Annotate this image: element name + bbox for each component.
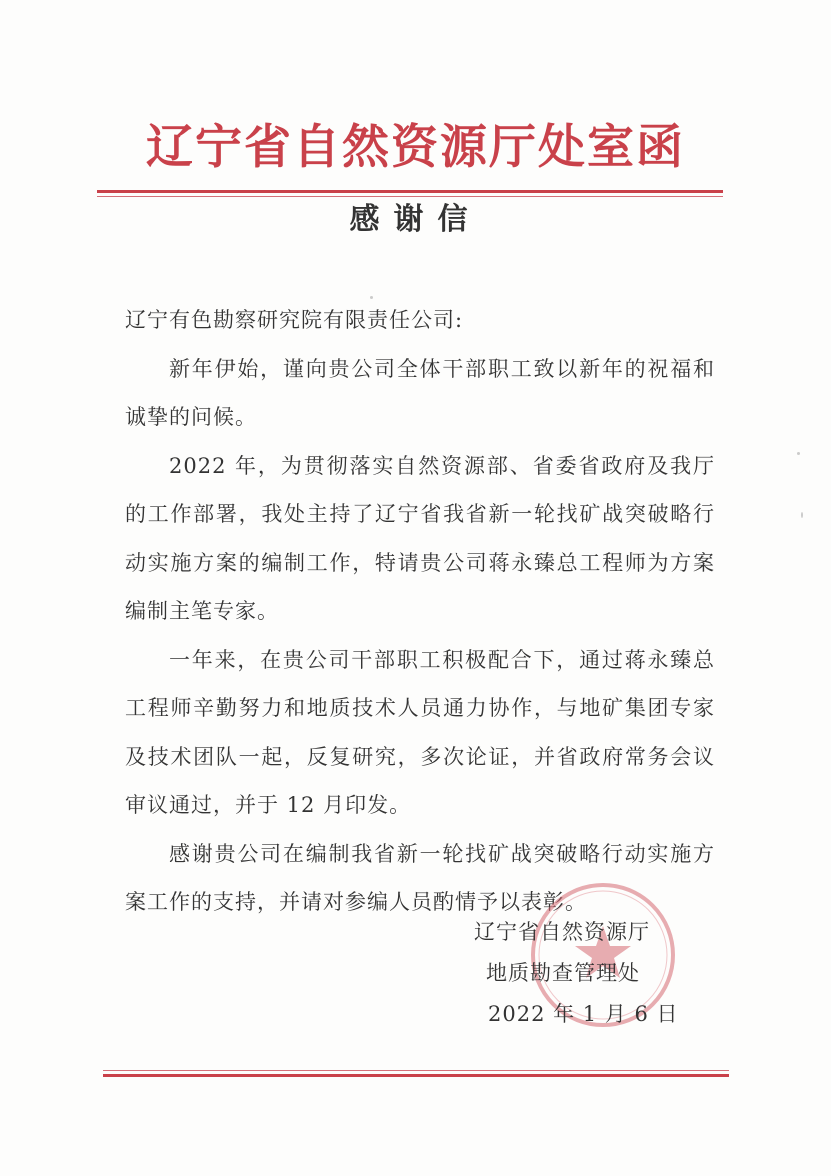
salutation: 辽宁有色勘察研究院有限责任公司: bbox=[125, 308, 464, 332]
letterhead-title: 辽宁省自然资源厅处室函 bbox=[146, 120, 685, 175]
letterhead-rule-thin bbox=[97, 196, 723, 197]
scan-speck bbox=[797, 452, 800, 455]
paragraph-thanks: 感谢贵公司在编制我省新一轮找矿战突破略行动实施方案工作的支持，并请对参编人员酌情予以表彰。 bbox=[125, 841, 715, 914]
scan-speck bbox=[370, 296, 373, 299]
signature-organization: 辽宁省自然资源厅 bbox=[474, 920, 650, 944]
signature-department: 地质勘查管理处 bbox=[486, 961, 640, 985]
letterhead-rule-thick bbox=[97, 190, 723, 193]
paragraph-greeting: 新年伊始，谨向贵公司全体干部职工致以新年的祝福和诚挚的问候。 bbox=[125, 356, 715, 429]
footer-rule-thin bbox=[103, 1070, 729, 1071]
signature-date: 2022 年 1 月 6 日 bbox=[488, 1002, 679, 1026]
letter-body bbox=[125, 296, 715, 927]
footer-rule-thick bbox=[103, 1074, 729, 1077]
scan-speck bbox=[801, 512, 803, 518]
paragraph-process: 一年来，在贵公司干部职工积极配合下，通过蒋永臻总工程师辛勤努力和地质技术人员通力协作，与地矿集团专家及技术团队一起，反复研究，多次论证，并省政府常务会议审议通过，并于 12 月印发。 bbox=[125, 647, 715, 817]
paragraph-background: 2022 年，为贯彻落实自然资源部、省委省政府及我厅的工作部署，我处主持了辽宁省我省新一轮找矿战突破略行动实施方案的编制工作，特请贵公司蒋永臻总工程师为方案编制主笔专家。 bbox=[125, 453, 715, 623]
document-title: 感谢信 bbox=[349, 202, 482, 237]
signature-block bbox=[470, 912, 679, 1035]
